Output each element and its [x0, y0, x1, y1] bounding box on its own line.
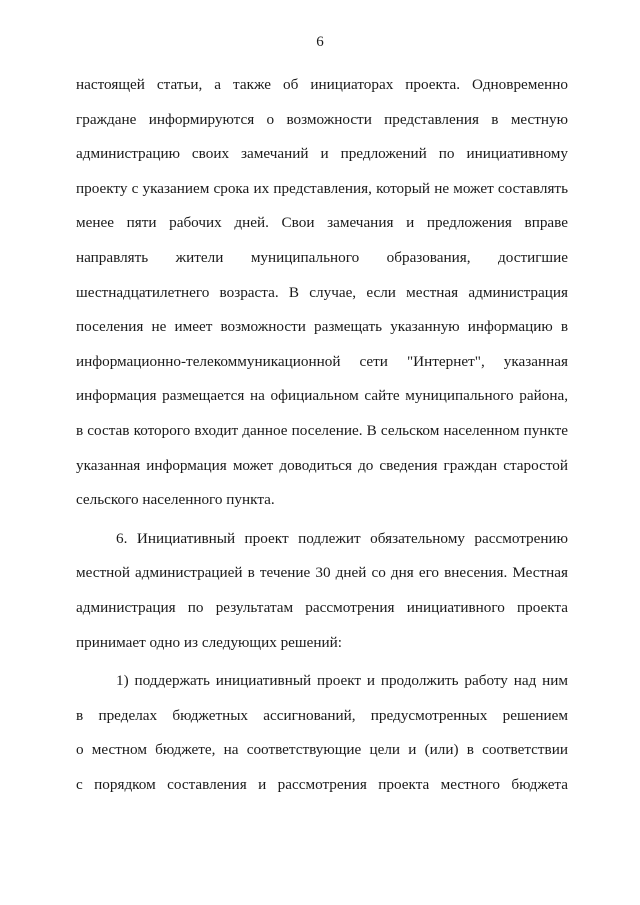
text-line: в состав которого входит данное поселение. В сельском населенном пункте	[76, 421, 568, 439]
text-line: в пределах бюджетных ассигнований, предусмотренных решением	[76, 706, 568, 724]
text-line: проекту с указанием срока их представления, который не может составлять	[76, 179, 568, 197]
text-line: сельского населенного пункта.	[76, 491, 275, 509]
text-line: информация размещается на официальном сайте муниципального района,	[76, 387, 568, 405]
paragraph-3	[76, 664, 568, 802]
text-line: с порядком составления и рассмотрения проекта местного бюджета	[76, 775, 568, 793]
text-line: поселения не имеет возможности размещать указанную информацию в	[76, 318, 568, 336]
text-line: информационно-телекоммуникационной сети "Интернет", указанная	[76, 352, 568, 370]
text-line: администрацию своих замечаний и предложений по инициативному	[76, 145, 568, 163]
text-line: принимает одно из следующих решений:	[76, 633, 342, 651]
paragraph-1	[76, 68, 568, 518]
text-line: настоящей статьи, а также об инициаторах проекта. Одновременно	[76, 76, 568, 93]
paragraph-2	[76, 522, 568, 660]
text-line: направлять жители муниципального образования, достигшие	[76, 248, 568, 266]
text-line: 1) поддержать инициативный проект и продолжить работу над ним	[116, 672, 568, 690]
text-line: шестнадцатилетнего возраста. В случае, если местная администрация	[76, 283, 568, 301]
text-line: администрация по результатам рассмотрения инициативного проекта	[76, 598, 568, 616]
document-body	[76, 68, 568, 802]
text-line: 6. Инициативный проект подлежит обязательному рассмотрению	[116, 529, 568, 547]
page-number: 6	[316, 34, 324, 50]
text-line: местной администрацией в течение 30 дней со дня его внесения. Местная	[76, 564, 568, 582]
text-line: указанная информация может доводиться до сведения граждан старостой	[76, 456, 568, 474]
text-line: граждане информируются о возможности представления в местную	[76, 110, 568, 128]
text-line: менее пяти рабочих дней. Свои замечания и предложения вправе	[76, 214, 568, 232]
text-line: о местном бюджете, на соответствующие цели и (или) в соответствии	[76, 741, 568, 759]
